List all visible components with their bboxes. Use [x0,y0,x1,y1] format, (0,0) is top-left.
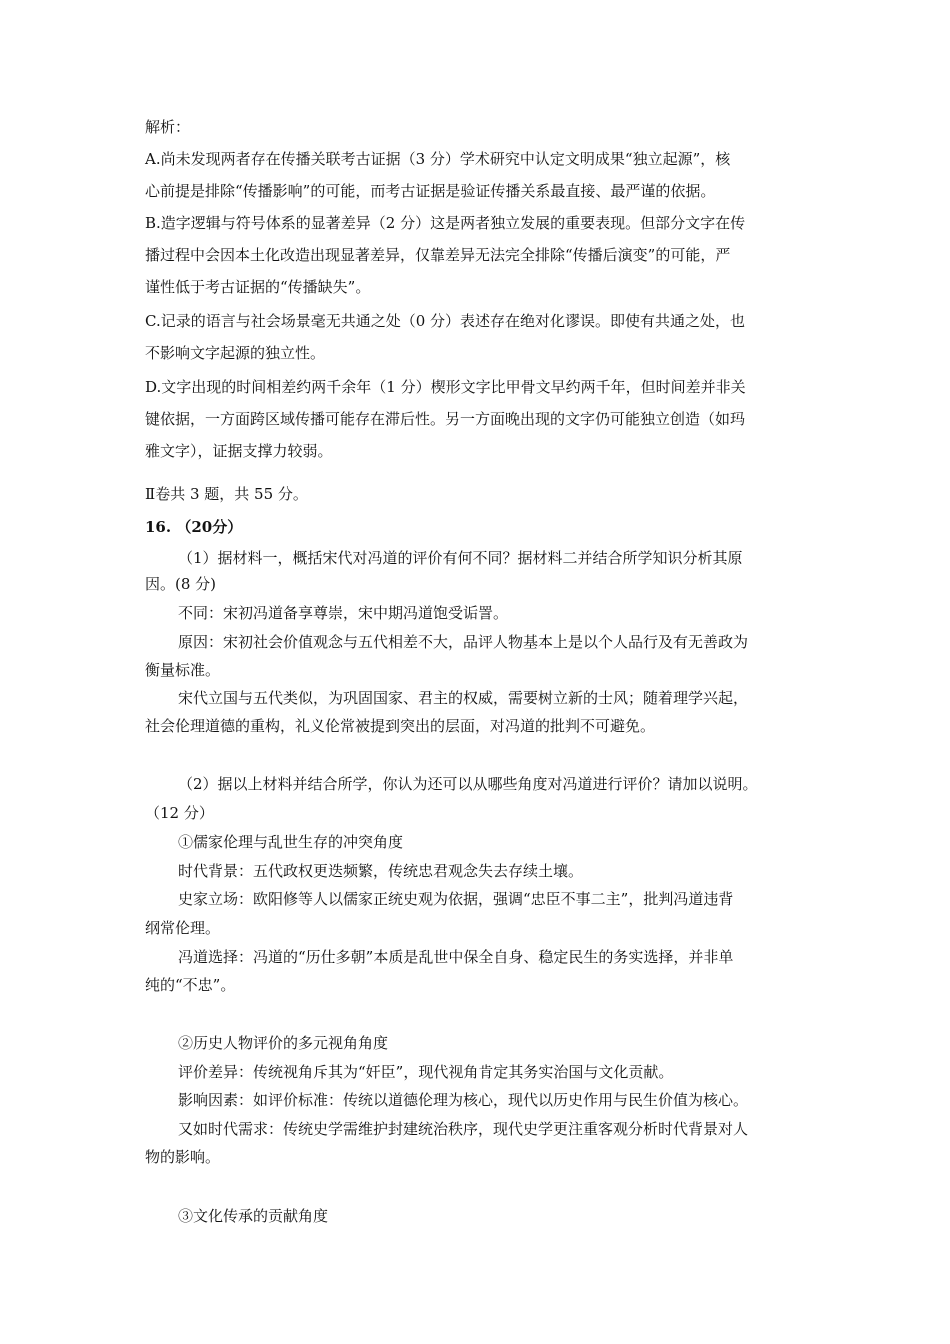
angle1-title: ①儒家伦理与乱世生存的冲突角度 [178,833,404,851]
section-ii-heading: Ⅱ卷共 3 题，共 55 分。 [145,485,308,503]
q16-part1-reason2-line2: 社会伦理道德的重构，礼义伦常被提到突出的层面，对冯道的批判不可避免。 [145,717,656,735]
angle1-background: 时代背景：五代政权更迭频繁，传统忠君观念失去存续土壤。 [178,862,584,880]
q16-part1-reason2-line1: 宋代立国与五代类似，为巩固国家、君主的权威，需要树立新的士风；随着理学兴起， [178,689,749,707]
option-a-line2: 心前提是排除“传播影响”的可能，而考古证据是验证传播关系最直接、最严谨的依据。 [145,182,716,200]
q16-part2-question-line2: （12 分） [145,804,214,822]
angle1-choice-line1: 冯道选择：冯道的“历仕多朝”本质是乱世中保全自身、稳定民生的务实选择，并非单 [178,948,734,966]
option-d-line3: 雅文字），证据支撑力较弱。 [145,442,333,460]
angle1-stance-line1: 史家立场：欧阳修等人以儒家正统史观为依据，强调“忠臣不事二主”，批判冯道违背 [178,890,734,908]
angle2-difference: 评价差异：传统视角斥其为“奸臣”，现代视角肯定其务实治国与文化贡献。 [178,1063,674,1081]
angle2-factors: 影响因素：如评价标准：传统以道德伦理为核心，现代以历史作用与民生价值为核心。 [178,1091,749,1109]
angle1-stance-line2: 纲常伦理。 [145,919,221,937]
q16-part2-question-line1: （2）据以上材料并结合所学，你认为还可以从哪些角度对冯道进行评价？请加以说明。 [178,775,758,793]
option-a-line1: A.尚未发现两者存在传播关联考古证据（3 分）学术研究中认定文明成果“独立起源”，核 [145,150,731,168]
option-d-line2: 键依据，一方面跨区域传播可能存在滞后性。另一方面晚出现的文字仍可能独立创造（如玛 [145,410,746,428]
angle1-choice-line2: 纯的“不忠”。 [145,976,236,994]
angle2-title: ②历史人物评价的多元视角角度 [178,1034,389,1052]
option-c-line2: 不影响文字起源的独立性。 [145,344,326,362]
option-b-line3: 谨性低于考古证据的“传播缺失”。 [145,278,371,296]
option-b-line1: B.造字逻辑与符号体系的显著差异（2 分）这是两者独立发展的重要表现。但部分文字在传 [145,214,746,232]
option-d-line1: D.文字出现的时间相差约两千余年（1 分）楔形文字比甲骨文早约两千年，但时间差并非关 [145,378,746,396]
q16-part1-diff: 不同：宋初冯道备享尊崇，宋中期冯道饱受诟詈。 [178,604,509,622]
q16-part1-reason-line1: 原因：宋初社会价值观念与五代相差不大，品评人物基本上是以个人品行及有无善政为 [178,633,749,651]
angle2-needs-line2: 物的影响。 [145,1148,221,1166]
option-b-line2: 播过程中会因本土化改造出现显著差异，仅靠差异无法完全排除“传播后演变”的可能，严 [145,246,731,264]
angle2-needs-line1: 又如时代需求：传统史学需维护封建统治秩序，现代史学更注重客观分析时代背景对人 [178,1120,749,1138]
option-c-line1: C.记录的语言与社会场景毫无共通之处（0 分）表述存在绝对化谬误。即使有共通之处，也 [145,312,746,330]
analysis-heading: 解析： [145,118,191,136]
q16-part1-reason-line2: 衡量标准。 [145,661,221,679]
q16-title: 16. （20分） [145,518,243,536]
angle3-title: ③文化传承的贡献角度 [178,1207,329,1225]
q16-part1-question-line1: （1）据材料一，概括宋代对冯道的评价有何不同？据材料二并结合所学知识分析其原 [178,549,743,567]
q16-part1-question-line2: 因。(8 分) [145,575,217,593]
